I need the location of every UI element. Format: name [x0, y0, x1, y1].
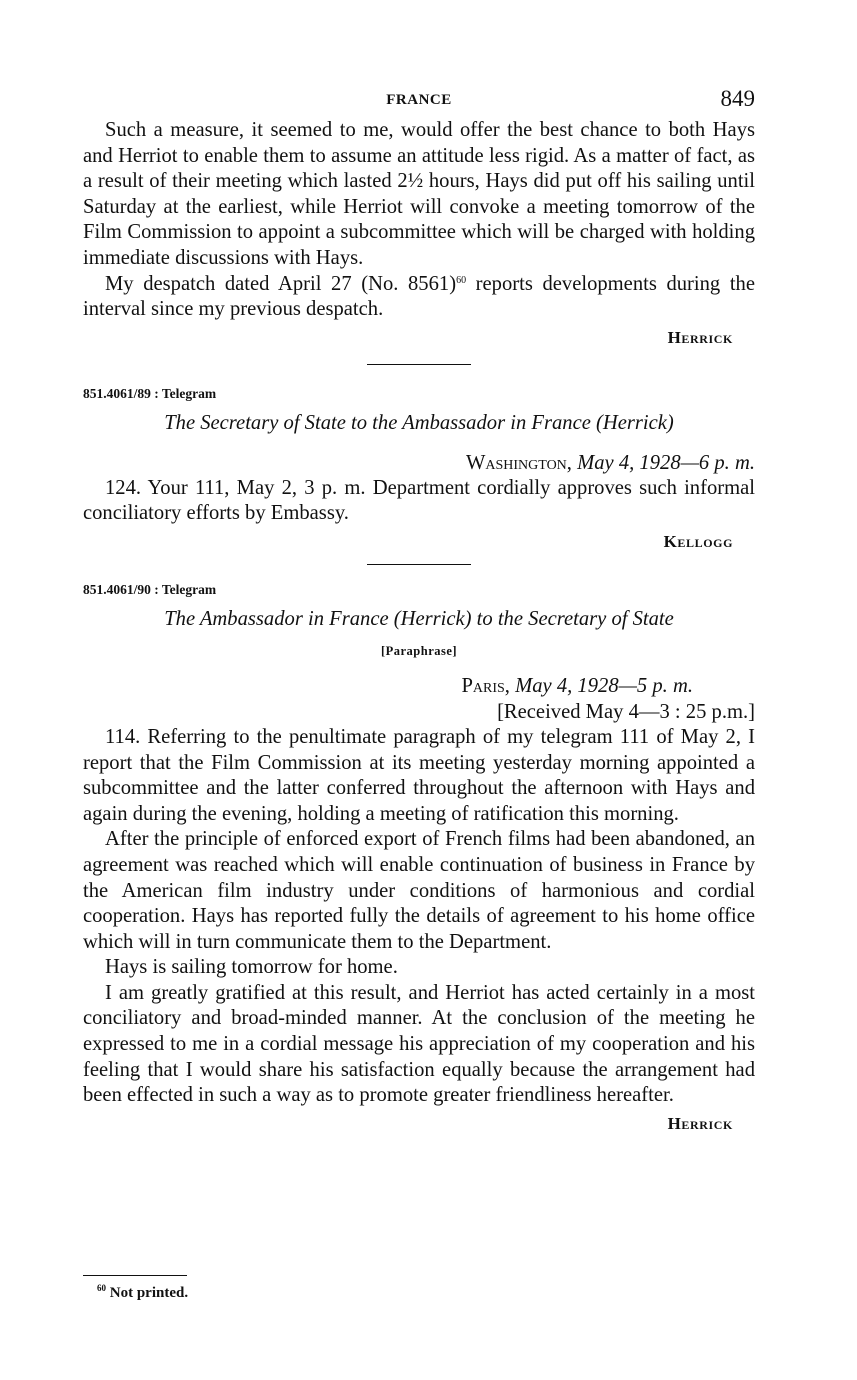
body-paragraph: I am greatly gratified at this result, and Herriot has acted certainly in a most conciliatory and broad-minded manner. At the conclusion of the meeting he expressed to me in a cordial message his appreciation of my cooperation and his feeling that I would share his satisfaction equally because the arrangement had been effected in such a way as to promote greater friendliness hereafter. — [83, 981, 755, 1107]
document-title: The Secretary of State to the Ambassador in France (Herrick) — [164, 411, 674, 434]
section-divider — [367, 564, 471, 565]
document-title: The Ambassador in France (Herrick) to the Secretary of State — [164, 607, 674, 630]
body-paragraph: 114. Referring to the penultimate paragraph of my telegram 111 of May 2, I report that the Film Commission at its meeting yesterday morning appointed a subcommittee and the latter conferred throughout the afternoon with Hays and again during the evening, holding a meeting of ratification this morning. — [83, 725, 755, 825]
received-line: [Received May 4—3 : 25 p.m.] — [497, 700, 755, 723]
signature: Kellogg — [663, 531, 733, 551]
running-head — [83, 86, 755, 118]
footnote-divider — [83, 1275, 187, 1276]
signature: Herrick — [667, 1113, 733, 1133]
footnote-marker: 60 — [97, 1283, 106, 1293]
dateline — [83, 450, 755, 476]
body-paragraph: Hays is sailing tomorrow for home. — [105, 956, 398, 979]
dateline-place: Washington, — [465, 451, 572, 474]
paraphrase-label: [Paraphrase] — [380, 643, 458, 658]
despatch-text: reports developments during the interval since my previous despatch. — [83, 272, 755, 321]
footnote-reference: 60 — [456, 274, 467, 286]
despatch-text: My despatch dated April 27 (No. 8561) — [105, 272, 457, 295]
dateline — [83, 673, 755, 699]
file-reference: 851.4061/89 : Telegram — [83, 385, 217, 401]
body-paragraph: 124. Your 111, May 2, 3 p. m. Department cordially approves such informal conciliatory efforts by Embassy. — [83, 476, 755, 525]
signature: Herrick — [667, 327, 733, 347]
footnote — [97, 1285, 188, 1302]
body-paragraph — [83, 272, 755, 323]
dateline-date: May 4, 1928—6 p. m. — [577, 451, 755, 474]
footnote-text: Not printed. — [109, 1285, 189, 1301]
page-number: 849 — [720, 86, 755, 111]
file-reference: 851.4061/90 : Telegram — [83, 581, 217, 597]
section-divider — [367, 364, 471, 365]
running-title: FRANCE — [386, 92, 452, 108]
body-paragraph: Such a measure, it seemed to me, would offer the best chance to both Hays and Herriot to enable them to assume an attitude less rigid. As a matter of fact, as a result of their meeting which lasted 2½ hours, Hays did put off his sailing until Saturday at the earliest, while Herriot will convoke a meeting tomorrow of the Film Commission to appoint a subcommittee which will be charged with holding immediate discussions with Hays. — [83, 119, 755, 269]
dateline-date: May 4, 1928—5 p. m. — [515, 674, 693, 697]
dateline-place: Paris, — [461, 674, 510, 697]
body-paragraph: After the principle of enforced export of French films had been abandoned, an agreement was reached which will enable continuation of business in France by the American film industry under conditions of harmonious and cordial cooperation. Hays has reported fully the details of agreement to his home office which will in turn communicate them to the Department. — [83, 828, 755, 953]
document-page — [83, 86, 755, 1136]
